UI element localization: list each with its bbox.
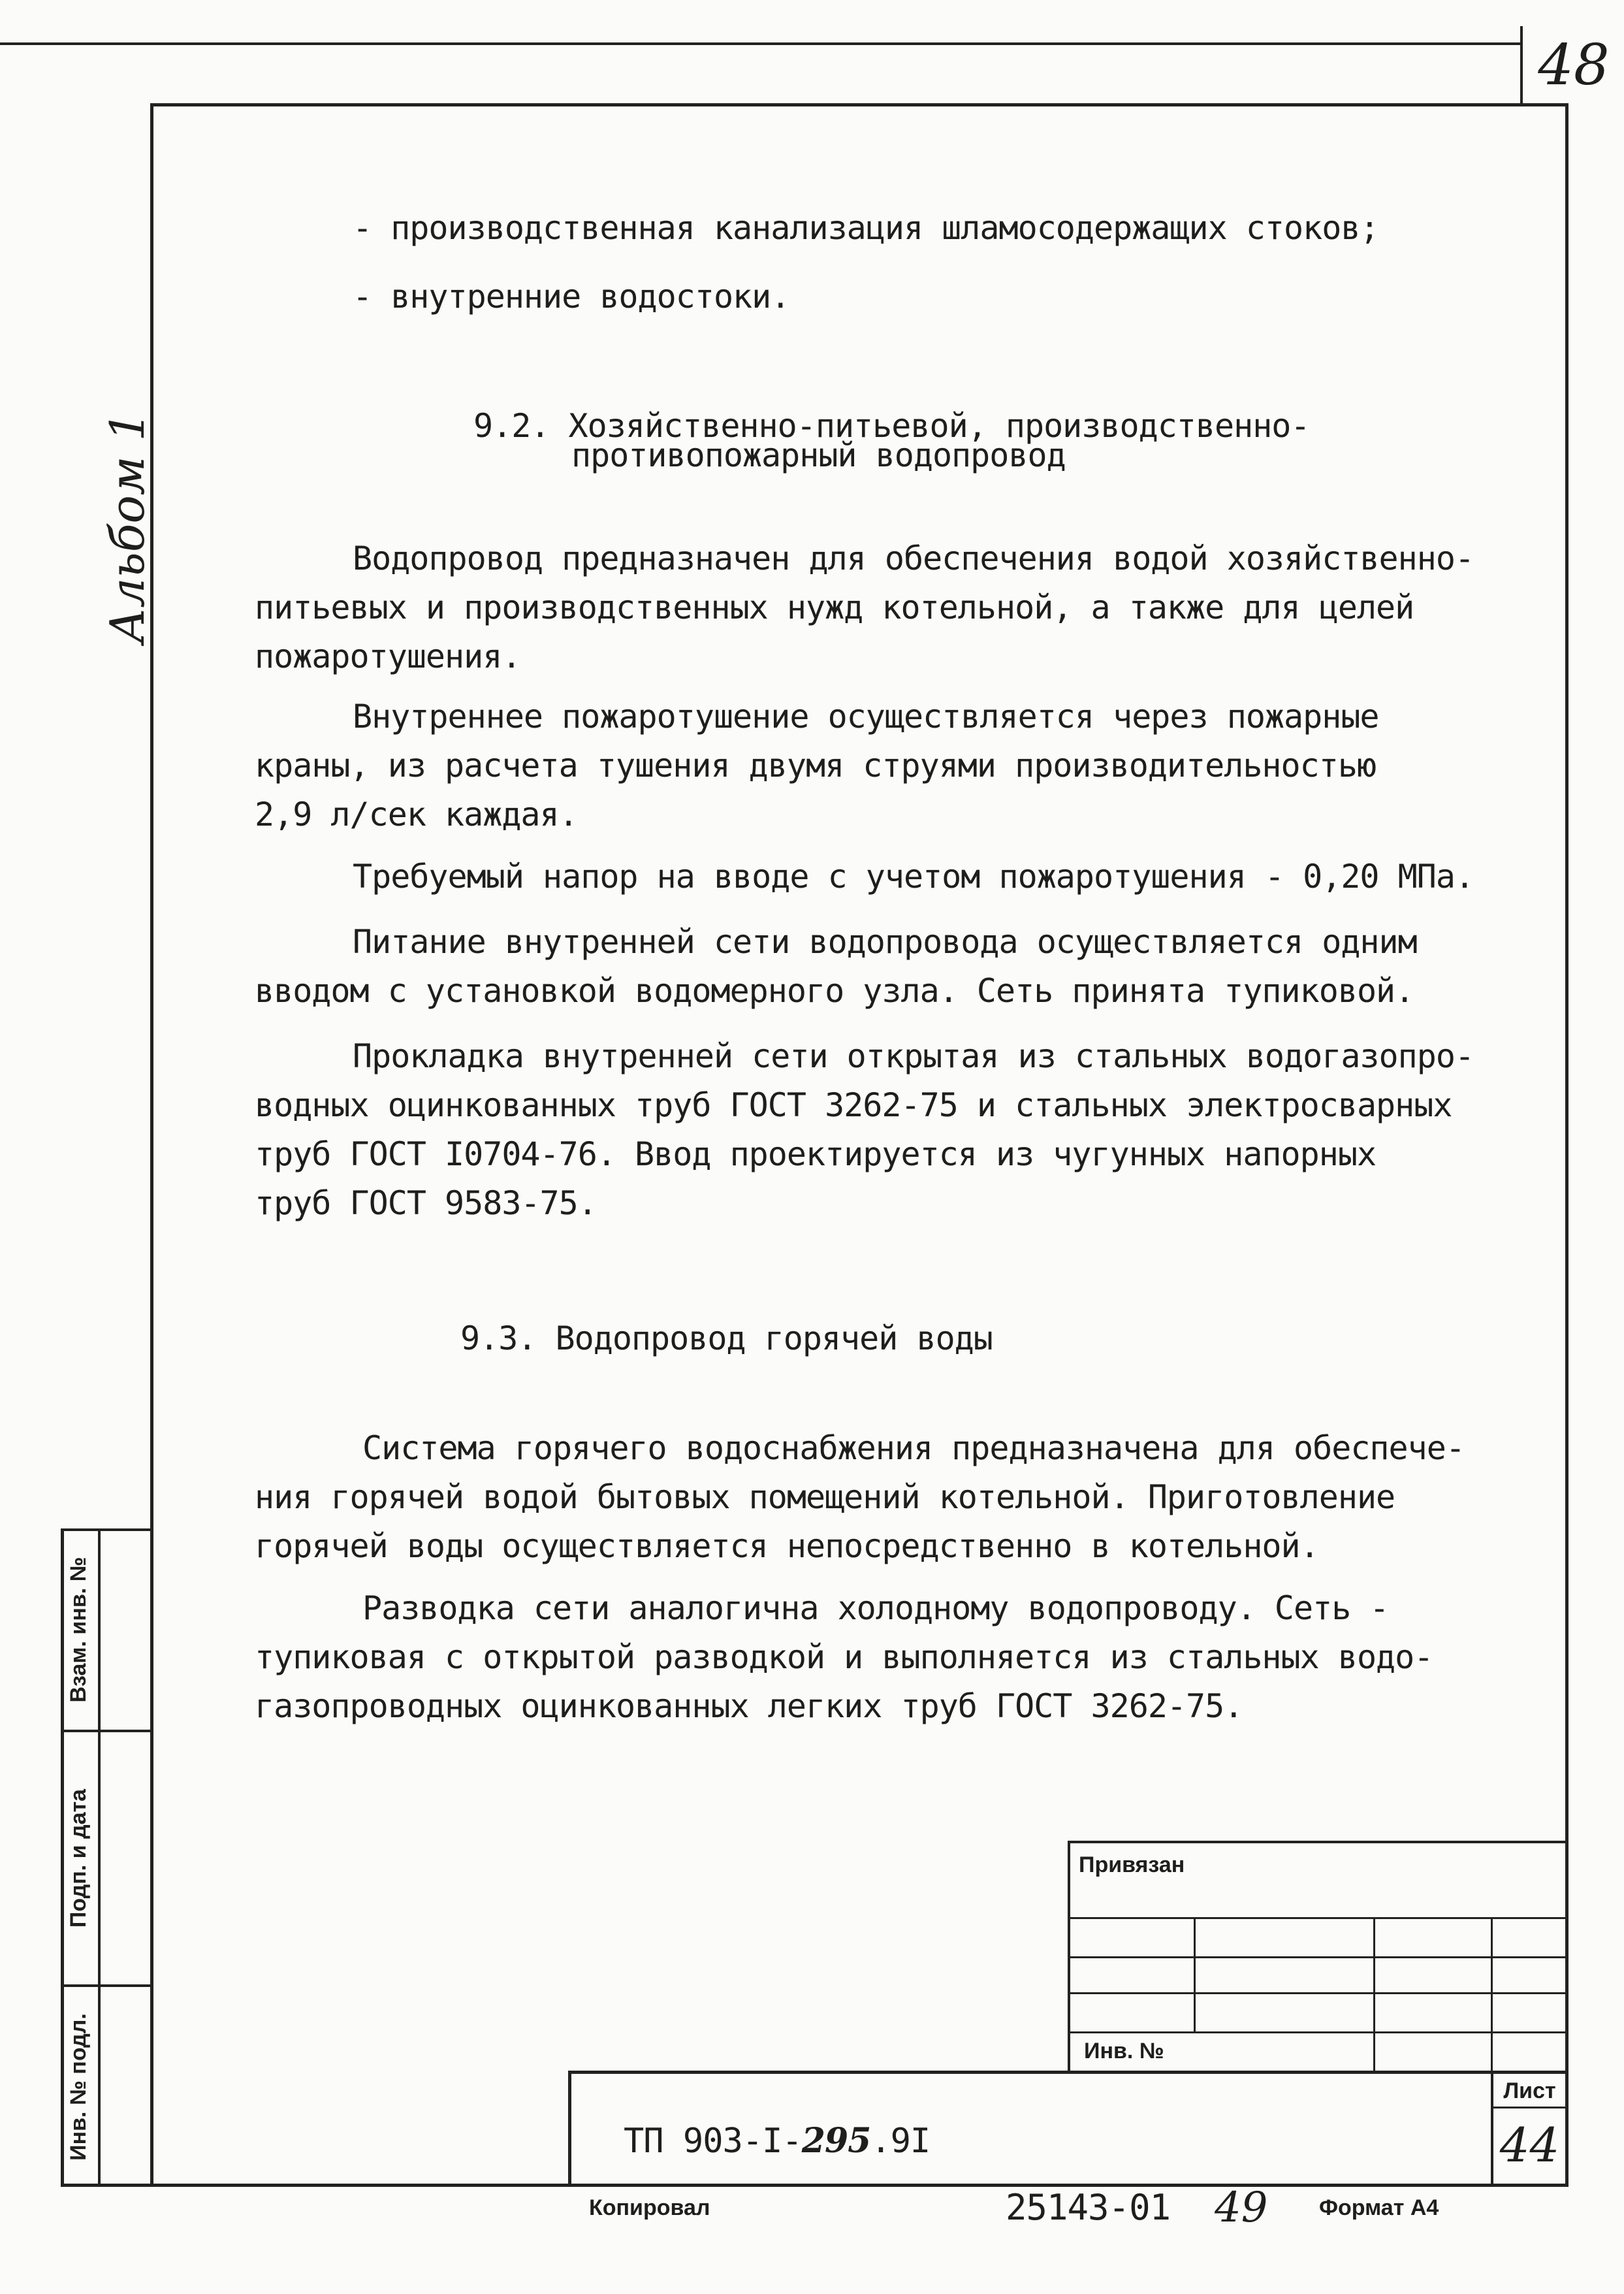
page-number-handwritten: 49 <box>1215 2184 1268 2232</box>
paragraph <box>255 918 1554 1016</box>
text-line: Требуемый напор на вводе с учетом пожаротушения - 0,20 МПа. <box>353 858 1474 896</box>
format-label: Формат А4 <box>1319 2195 1439 2220</box>
order-number: 25143-01 <box>1006 2187 1171 2228</box>
album-label: Альбом 1 <box>100 411 155 643</box>
designation-suffix: .9I <box>870 2122 931 2161</box>
paragraph <box>255 692 1554 839</box>
text-line: труб ГОСТ 9583-75. <box>255 1184 597 1222</box>
top-rule <box>0 42 1521 45</box>
text-line: горячей воды осуществляется непосредственно в котельной. <box>255 1527 1319 1565</box>
strip-top <box>61 1528 153 1531</box>
paragraph <box>255 1584 1554 1731</box>
paragraph <box>255 534 1554 681</box>
section-9-3-heading: 9.3. Водопровод горячей воды <box>460 1319 993 1357</box>
text-line: вводом с установкой водомерного узла. Сеть принята тупиковой. <box>255 972 1414 1010</box>
stamp-main-left <box>568 2071 571 2187</box>
stamp-grid-h4 <box>1068 2031 1568 2033</box>
stamp-privyazan-top <box>1068 1841 1568 1843</box>
strip-label-inv-podl: Инв. № подл. <box>66 2013 91 2161</box>
text-line: питьевых и производственных нужд котельной, а также для целей <box>255 589 1414 626</box>
section-9-2-heading-cont: противопожарный водопровод <box>571 436 1066 474</box>
frame-bottom <box>63 2184 1568 2187</box>
list-number: 44 <box>1499 2118 1560 2173</box>
text-line: тупиковая с открытой разводкой и выполняется из стальных водо- <box>255 1638 1433 1676</box>
stamp-grid-v3 <box>1491 1917 1493 2073</box>
paragraph <box>255 1424 1554 1571</box>
section-9-2-heading: 9.2. Хозяйственно-питьевой, производственно- <box>473 407 1310 445</box>
text-line: Внутреннее пожаротушение осуществляется через пожарные <box>353 698 1379 735</box>
corner-sheet-number: 48 <box>1538 33 1610 98</box>
text-line: Питание внутренней сети водопровода осуществляется одним <box>353 923 1417 961</box>
list-cell-divider <box>1491 2107 1568 2108</box>
text-line: краны, из расчета тушения двумя струями производительностью <box>255 747 1377 784</box>
stamp-grid-h1 <box>1068 1917 1568 1919</box>
stamp-grid-h2 <box>1068 1956 1568 1958</box>
frame-top <box>151 103 1568 106</box>
text-line: Прокладка внутренней сети открытая из стальных водогазопро- <box>353 1037 1474 1075</box>
stamp-inv-no: Инв. № <box>1084 2039 1164 2063</box>
text-line: газопроводных оцинкованных легких труб ГОСТ 3262-75. <box>255 1687 1243 1725</box>
text-line: ния горячей водой бытовых помещений котельной. Приготовление <box>255 1478 1395 1516</box>
stamp-grid-h3 <box>1068 1992 1568 1994</box>
strip-label-podp-data: Подп. и дата <box>66 1788 91 1928</box>
frame-right <box>1565 103 1568 2187</box>
corner-box-left <box>1520 26 1523 105</box>
text-line: Система горячего водоснабжения предназначена для обеспече- <box>362 1429 1465 1467</box>
strip-inner-divider <box>98 1528 101 2187</box>
text-line: пожаротушения. <box>255 638 521 675</box>
list-label: Лист <box>1503 2078 1556 2103</box>
stamp-grid-v1 <box>1194 1917 1196 2031</box>
text-line: труб ГОСТ I0704-76. Ввод проектируется из чугунных напорных <box>255 1135 1377 1173</box>
strip-label-vzam-inv: Взам. инв. № <box>66 1557 91 1703</box>
text-line: 2,9 л/сек каждая. <box>255 796 578 833</box>
paragraph <box>255 1032 1554 1228</box>
designation-code <box>624 2116 930 2166</box>
stamp-privyazan: Привязан <box>1079 1852 1185 1877</box>
strip-divider-2 <box>61 1984 153 1987</box>
bullet-item: - внутренние водостоки. <box>353 278 790 315</box>
text-line: водных оцинкованных труб ГОСТ 3262-75 и стальных электросварных <box>255 1086 1452 1124</box>
kopiroval-label: Копировал <box>589 2195 710 2220</box>
designation-number: 295 <box>801 2121 871 2161</box>
text-line: Разводка сети аналогична холодному водопроводу. Сеть - <box>362 1589 1389 1627</box>
bullet-item: - производственная канализация шламосодержащих стоков; <box>353 209 1379 247</box>
paragraph <box>255 852 1554 901</box>
strip-divider-1 <box>61 1730 153 1732</box>
designation-prefix: ТП 903-I- <box>624 2122 802 2161</box>
text-line: Водопровод предназначен для обеспечения водой хозяйственно- <box>353 540 1474 577</box>
stamp-grid-v2 <box>1373 1917 1375 2073</box>
stamp-main-top <box>568 2071 1568 2074</box>
